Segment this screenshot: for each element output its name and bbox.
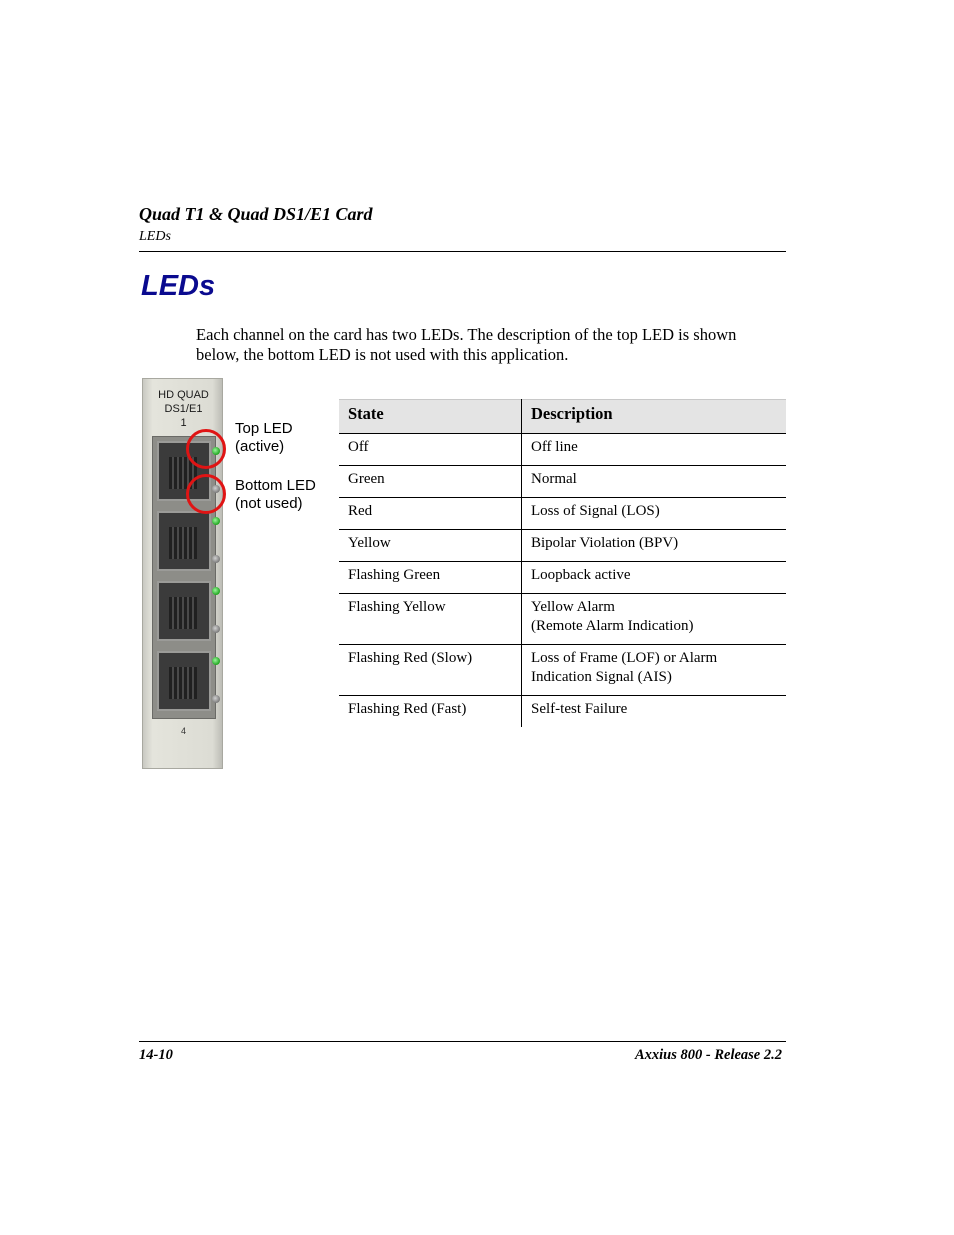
state-cell: Flashing Red (Fast) — [339, 696, 522, 728]
table-row — [339, 466, 786, 498]
description-cell: Loopback active — [522, 562, 787, 594]
state-cell: Flashing Green — [339, 562, 522, 594]
rj45-port-2 — [157, 511, 211, 571]
running-header-title: Quad T1 & Quad DS1/E1 Card — [139, 204, 373, 224]
top-led-highlight-circle — [186, 429, 226, 469]
column-header-state: State — [339, 400, 522, 434]
table-row — [339, 498, 786, 530]
state-cell: Yellow — [339, 530, 522, 562]
card-label-line3: 1 — [180, 417, 187, 429]
state-cell: Flashing Yellow — [339, 594, 522, 645]
port-2-top-led — [212, 517, 220, 525]
intro-paragraph: Each channel on the card has two LEDs. The description of the top LED is shown below, the bottom LED is not used with this application. — [196, 325, 737, 364]
port-4-top-led — [212, 657, 220, 665]
rj45-port-3 — [157, 581, 211, 641]
rj45-port-4 — [157, 651, 211, 711]
top-led-callout-line2: (active) — [235, 438, 285, 455]
card-port-number: 4 — [180, 726, 186, 736]
description-cell: Loss of Signal (LOS) — [522, 498, 787, 530]
table-row — [339, 594, 786, 645]
running-header-subtitle: LEDs — [139, 229, 171, 244]
port-3-bottom-led — [212, 625, 220, 633]
port-2-bottom-led — [212, 555, 220, 563]
card-label-line2: DS1/E1 — [164, 403, 203, 415]
table-row — [339, 645, 786, 696]
description-cell: Self-test Failure — [531, 701, 628, 717]
bottom-led-callout — [235, 477, 316, 513]
description-cell: Loss of Frame (LOF) or Alarm Indication Signal (AIS) — [522, 645, 787, 696]
column-header-description: Description — [522, 400, 787, 434]
page-number: 14-10 — [139, 1047, 173, 1063]
description-cell: Off line — [522, 434, 787, 466]
table-row — [339, 530, 786, 562]
port-3-top-led — [212, 587, 220, 595]
bottom-led-callout-line2: (not used) — [235, 495, 303, 512]
description-cell: Yellow Alarm (Remote Alarm Indication) — [522, 594, 787, 645]
table-row — [339, 696, 786, 728]
state-cell: Red — [339, 498, 522, 530]
bottom-led-highlight-circle — [186, 474, 226, 514]
state-cell: Off — [339, 434, 522, 466]
top-led-callout-line1: Top LED — [235, 420, 293, 437]
footer-divider — [139, 1041, 786, 1042]
table-row — [339, 434, 786, 466]
description-cell: Bipolar Violation (BPV) — [522, 530, 787, 562]
state-cell: Flashing Red (Slow) — [339, 645, 522, 696]
bottom-led-callout-line1: Bottom LED — [235, 477, 316, 494]
card-label-line1: HD QUAD — [158, 389, 209, 401]
port-4-bottom-led — [212, 695, 220, 703]
led-state-table — [339, 399, 786, 727]
state-cell: Green — [339, 466, 522, 498]
header-divider — [139, 251, 786, 252]
description-cell: Normal — [522, 466, 787, 498]
footer-product: Axxius 800 - Release 2.2 — [634, 1047, 782, 1063]
top-led-callout — [235, 420, 293, 456]
table-row — [339, 562, 786, 594]
table-header-row — [339, 400, 786, 434]
section-heading: LEDs — [141, 270, 216, 302]
